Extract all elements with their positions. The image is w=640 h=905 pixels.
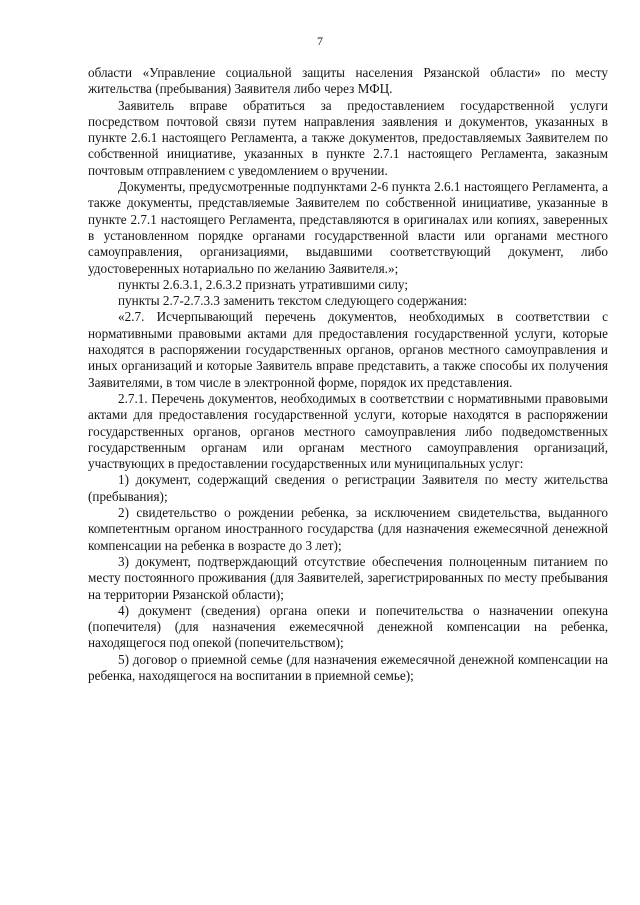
paragraph-1: области «Управление социальной защиты населения Рязанской области» по месту жительства (пребывания) Заявителя либо через МФЦ. (88, 65, 608, 97)
list-item-4: 4) документ (сведения) органа опеки и попечительства о назначении опекуна (попечителя) (для назначения ежемесячной денежной компенсации на ребенка, находящегося под опекой (попечительством); (88, 602, 608, 651)
document-body (88, 65, 608, 684)
list-item-5: 5) договор о приемной семье (для назначения ежемесячной денежной компенсации на ребенка, находящегося на воспитании в приемной семье); (88, 651, 608, 683)
paragraph-7: 2.7.1. Перечень документов, необходимых в соответствии с нормативными правовыми актами для предоставления государственной услуги, которые находятся в распоряжении государственных органов, органов местного самоуправления либо подведомственных государственным органам или органам местного самоуправления организаций, участвующих в предоставлении государственных или муниципальных услуг: (88, 390, 608, 472)
paragraph-3: Документы, предусмотренные подпунктами 2-6 пункта 2.6.1 настоящего Регламента, а также документы, представляемые Заявителем по собственной инициативе, указанные в пункте 2.7.1 настоящего Регламента, представляются в оригиналах или копиях, заверенных в установленном порядке органами государственной власти или органами местного самоуправления, организациями, выдавшими соответствующий документ, либо удостоверенных нотариально по желанию Заявителя.»; (88, 179, 608, 276)
paragraph-5: пункты 2.7-2.7.3.3 заменить текстом следующего содержания: (118, 293, 468, 309)
page-number: 7 (317, 34, 323, 48)
list-item-1: 1) документ, содержащий сведения о регистрации Заявителя по месту жительства (пребывания); (88, 472, 608, 504)
list-item-2: 2) свидетельство о рождении ребенка, за исключением свидетельства, выданного компетентным органом иностранного государства (для назначения ежемесячной денежной компенсации на ребенка в возрасте до 3 лет); (88, 505, 608, 553)
paragraph-6: «2.7. Исчерпывающий перечень документов, необходимых в соответствии с нормативными правовыми актами для предоставления государственной услуги, которые находятся в распоряжении государственных органов, органов местного самоуправления и иных организаций и которые Заявитель вправе представить, а также способы их получения Заявителями, в том числе в электронной форме, порядок их представления. (88, 309, 608, 390)
paragraph-2: Заявитель вправе обратиться за предоставлением государственной услуги посредством почтовой связи путем направления заявления и документов, указанных в пункте 2.6.1 настоящего Регламента, а также документов, предоставляемых Заявителем по собственной инициативе, указанных в пункте 2.7.1 настоящего Регламента, заказным почтовым отправлением с уведомлением о вручении. (88, 97, 608, 178)
list-item-3: 3) документ, подтверждающий отсутствие обеспечения полноценным питанием по месту постоянного проживания (для Заявителей, зарегистрированных по месту пребывания на территории Рязанской области); (88, 553, 608, 602)
paragraph-4: пункты 2.6.3.1, 2.6.3.2 признать утратившими силу; (118, 276, 409, 292)
